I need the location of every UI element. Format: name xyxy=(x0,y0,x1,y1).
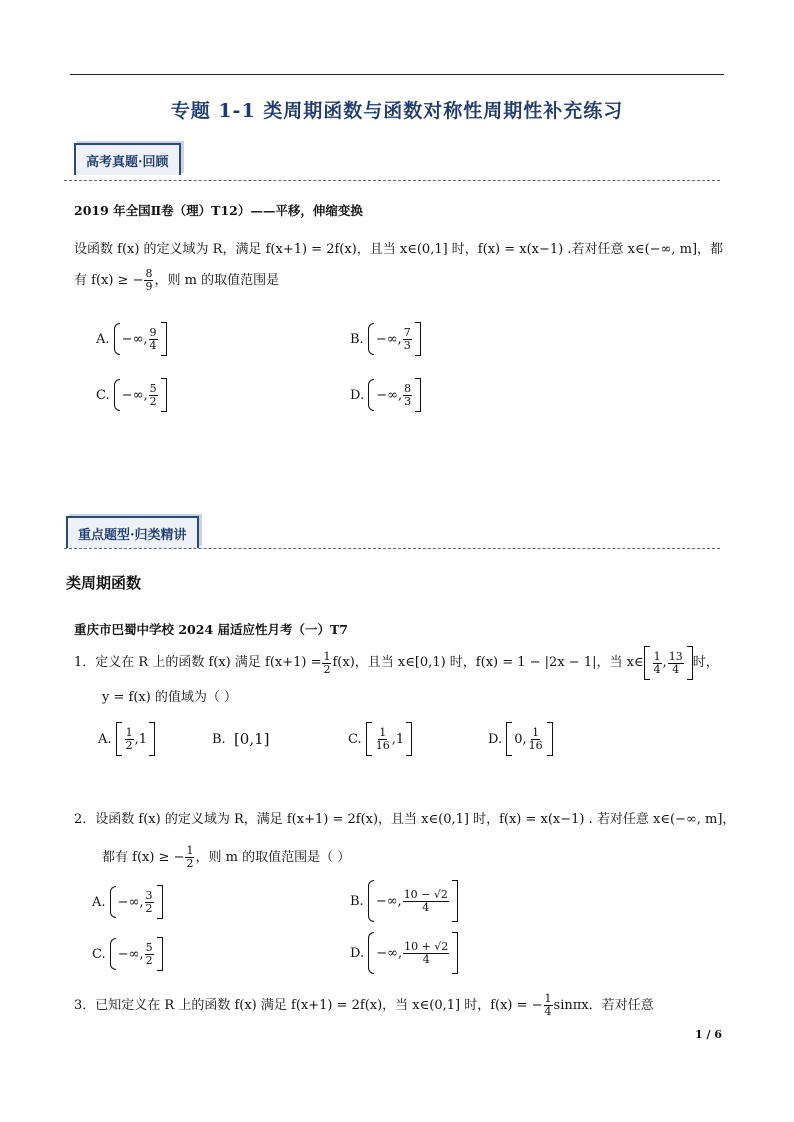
fraction xyxy=(145,942,154,967)
bracket-right xyxy=(452,880,458,922)
option-text: 0, xyxy=(514,731,527,747)
denominator: 4 xyxy=(653,662,661,676)
denominator: 2 xyxy=(323,662,331,676)
fraction xyxy=(403,941,449,966)
numerator: 7 xyxy=(403,325,411,339)
q2-option-a[interactable] xyxy=(92,885,163,919)
fraction xyxy=(145,890,154,915)
bracket-right xyxy=(415,322,421,356)
text-part: ，则 m 的取值范围是（ ） xyxy=(195,849,351,865)
fraction xyxy=(653,651,662,676)
bracket-right xyxy=(547,722,553,756)
option-label: C. xyxy=(96,387,110,403)
q3-line1 xyxy=(74,993,654,1018)
q2-option-d[interactable] xyxy=(350,932,458,974)
bracket-right xyxy=(415,378,421,412)
numerator: 5 xyxy=(149,381,157,395)
numerator: 1 xyxy=(379,725,387,739)
paren-left xyxy=(114,379,120,411)
option-text: −∞, xyxy=(375,331,402,347)
fraction xyxy=(668,651,684,676)
denominator: 3 xyxy=(404,394,412,408)
exam-option-c[interactable] xyxy=(96,378,167,412)
option-label: B. xyxy=(350,893,364,909)
numerator: 10 − √2 xyxy=(403,887,448,901)
q2-line2 xyxy=(102,845,350,870)
fraction xyxy=(185,845,194,870)
bracket-right xyxy=(452,932,458,974)
exam-question-line1: 设函数 f(x) 的定义域为 R，满足 f(x+1) = 2f(x)，且当 x∈(0,1] 时，f(x) = x(x−1) .若对任意 x∈(−∞, m]，都 xyxy=(74,242,724,257)
q1-line2: y = f(x) 的值域为（ ） xyxy=(102,690,238,705)
denominator: 2 xyxy=(125,738,133,752)
numerator: 9 xyxy=(149,325,157,339)
option-label: B. xyxy=(212,731,226,747)
option-label: A. xyxy=(98,731,112,747)
denominator: 2 xyxy=(186,857,194,870)
bracket-right xyxy=(161,378,167,412)
numerator: 1 xyxy=(532,725,540,739)
exam-option-a[interactable] xyxy=(96,322,167,356)
fraction xyxy=(544,993,553,1018)
q1-option-b[interactable] xyxy=(212,730,270,748)
numerator: 8 xyxy=(404,381,412,395)
exam-option-d[interactable] xyxy=(350,378,421,412)
denominator: 4 xyxy=(672,662,680,676)
exam-question-line2 xyxy=(74,268,279,293)
paren-left xyxy=(110,938,116,970)
denominator: 4 xyxy=(149,338,157,352)
bracket-right xyxy=(157,885,163,919)
paren-left xyxy=(114,323,120,355)
denominator: 4 xyxy=(422,900,430,914)
paren-left xyxy=(110,886,116,918)
fraction xyxy=(403,327,412,352)
bracket-right xyxy=(149,722,155,756)
paren-left xyxy=(368,880,374,922)
page-title: 专题 1-1 类周期函数与函数对称性周期性补充练习 xyxy=(170,100,624,122)
denominator: 4 xyxy=(422,952,430,966)
tab-label: 重点题型·归类精讲 xyxy=(78,527,187,543)
option-label: C. xyxy=(348,731,362,747)
fraction xyxy=(149,327,158,352)
bracket-right xyxy=(157,937,163,971)
option-text: −∞, xyxy=(121,387,148,403)
fraction xyxy=(375,727,391,752)
denominator: 2 xyxy=(149,394,157,408)
denominator: 2 xyxy=(145,953,153,967)
option-text: ,1 xyxy=(391,731,405,747)
paren-left xyxy=(368,323,374,355)
option-text: −∞, xyxy=(376,387,403,403)
option-label: D. xyxy=(350,387,365,403)
q1-option-a[interactable] xyxy=(98,722,155,756)
q2-option-b[interactable] xyxy=(350,880,458,922)
text-part: 时， xyxy=(692,655,719,670)
section-tab-review xyxy=(74,143,181,175)
text-part: 有 f(x) ≥ − xyxy=(74,272,144,288)
top-rule xyxy=(70,74,724,75)
fraction xyxy=(403,889,449,914)
denominator: 16 xyxy=(375,738,390,752)
divider xyxy=(64,180,720,181)
option-text: −∞, xyxy=(375,893,402,909)
numerator: 5 xyxy=(145,940,153,954)
bracket-left xyxy=(644,646,650,680)
numerator: 1 xyxy=(653,649,661,663)
fraction xyxy=(149,383,158,408)
option-text: −∞, xyxy=(121,331,148,347)
option-text: −∞, xyxy=(376,945,403,961)
denominator: 2 xyxy=(145,901,153,915)
option-label: D. xyxy=(350,945,365,961)
q1-line1: 1．定义在 R 上的函数 f(x) 满足 f(x+1) = $\frac{1}{2}$ f(x)，且当 x∈[0,1) 时，f(x) = 1 − |2x − 1|，当 x∈ $\frac{1}{4}$ , $\frac{13}{4}$ 时， xyxy=(74,646,719,680)
exam-source: 2019 年全国Ⅱ卷（理）T12）——平移，伸缩变换 xyxy=(74,203,363,218)
section-tab-key-types xyxy=(66,516,199,548)
option-label: D. xyxy=(488,731,503,747)
denominator: 3 xyxy=(403,338,411,352)
text-part: 3．已知定义在 R 上的函数 f(x) 满足 f(x+1) = 2f(x)，当 x∈(0,1] 时，f(x) = − xyxy=(74,997,543,1013)
q1-option-d[interactable] xyxy=(488,722,553,756)
q1-option-c[interactable] xyxy=(348,722,412,756)
numerator: 1 xyxy=(125,725,133,739)
denominator: 16 xyxy=(528,738,543,752)
fraction xyxy=(528,727,544,752)
q2-option-c[interactable] xyxy=(92,937,163,971)
page-number: 1 / 6 xyxy=(695,1028,722,1041)
text-part: sinπx．若对任意 xyxy=(553,997,654,1013)
paren-left xyxy=(368,932,374,974)
numerator: 1 xyxy=(186,844,194,857)
fraction xyxy=(403,383,412,408)
fraction xyxy=(125,727,134,752)
section-heading: 类周期函数 xyxy=(66,574,142,592)
text-part: 都有 f(x) ≥ − xyxy=(102,849,185,865)
option-label: B. xyxy=(350,331,364,347)
numerator: 13 xyxy=(668,649,683,663)
exam-option-b[interactable] xyxy=(350,322,421,356)
numerator: 8 xyxy=(145,267,153,280)
denominator: 4 xyxy=(544,1005,552,1018)
denominator: 9 xyxy=(145,280,153,293)
divider xyxy=(64,548,720,549)
option-label: A. xyxy=(96,331,110,347)
option-text: −∞, xyxy=(117,894,144,910)
fraction xyxy=(144,268,153,293)
bracket-left xyxy=(366,722,372,756)
option-label: A. xyxy=(92,894,106,910)
option-text: [0,1] xyxy=(233,730,270,748)
bracket-right xyxy=(161,322,167,356)
q1-source: 重庆市巴蜀中学校 2024 届适应性月考（一）T7 xyxy=(74,622,348,637)
numerator: 1 xyxy=(323,649,331,663)
fraction xyxy=(322,651,331,676)
text-part: f(x)，且当 x∈[0,1) 时，f(x) = 1 − |2x − 1|，当 x∈ xyxy=(332,655,644,670)
tab-label: 高考真题·回顾 xyxy=(86,154,169,170)
bracket-left xyxy=(506,722,512,756)
text-part: ，则 m 的取值范围是 xyxy=(154,272,280,288)
option-text: −∞, xyxy=(117,946,144,962)
option-label: C. xyxy=(92,946,106,962)
option-text: ,1 xyxy=(134,731,148,747)
paren-left xyxy=(368,379,374,411)
numerator: 3 xyxy=(145,888,153,902)
numerator: 1 xyxy=(544,992,552,1005)
text-part: 1．定义在 R 上的函数 f(x) 满足 f(x+1) = xyxy=(74,655,322,670)
bracket-left xyxy=(116,722,122,756)
numerator: 10 + √2 xyxy=(404,939,449,953)
bracket-right xyxy=(406,722,412,756)
q2-line1: 2．设函数 f(x) 的定义域为 R，满足 f(x+1) = 2f(x)，且当 x∈(0,1] 时，f(x) = x(x−1) . 若对任意 x∈(−∞, m]， xyxy=(74,812,736,827)
